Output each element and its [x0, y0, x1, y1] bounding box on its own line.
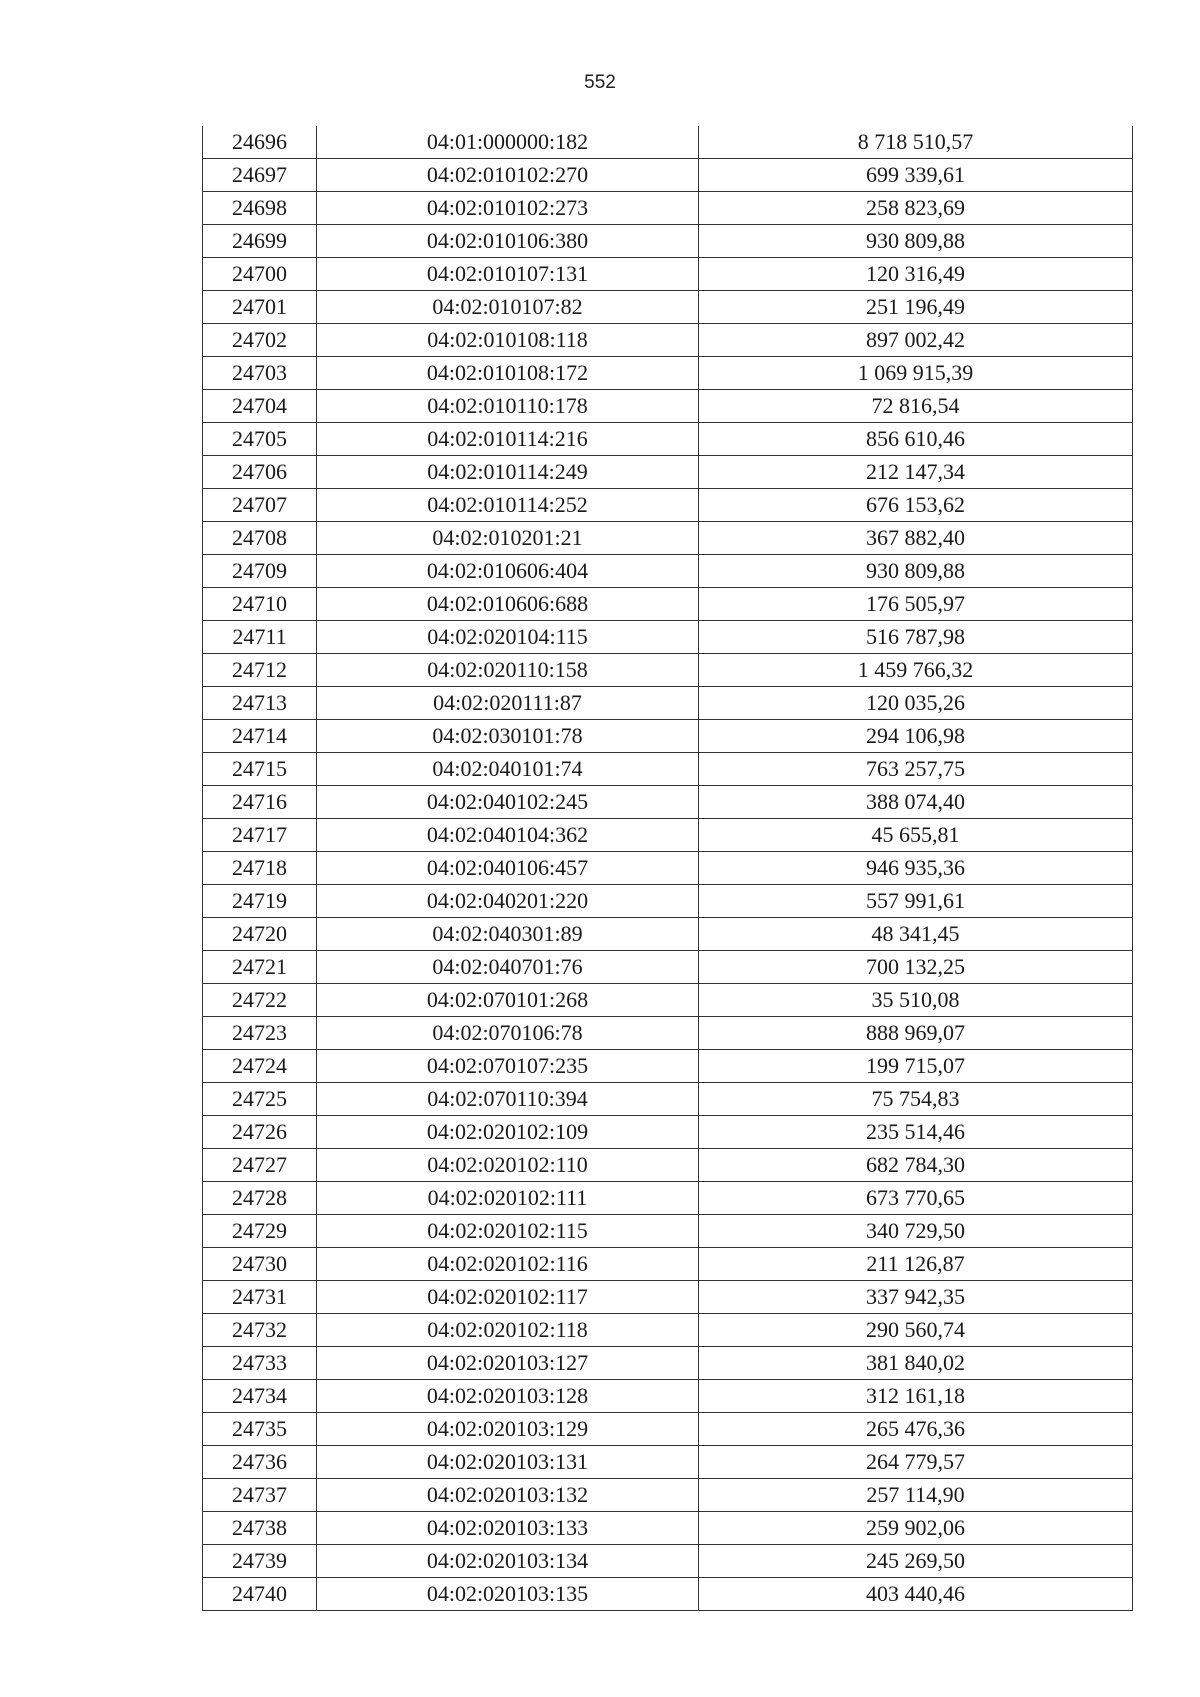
cadastral-number-cell: 04:02:040106:457 [317, 852, 699, 885]
cadastral-value-cell: 257 114,90 [699, 1479, 1133, 1512]
table-row [203, 588, 1133, 621]
row-number-cell: 24732 [203, 1314, 317, 1347]
table-row [203, 258, 1133, 291]
cadastral-number-cell: 04:02:010201:21 [317, 522, 699, 555]
cadastral-value-cell: 946 935,36 [699, 852, 1133, 885]
cadastral-value-cell: 367 882,40 [699, 522, 1133, 555]
row-number-cell: 24706 [203, 456, 317, 489]
table-row [203, 1578, 1133, 1611]
cadastral-value-cell: 763 257,75 [699, 753, 1133, 786]
cadastral-value-cell: 45 655,81 [699, 819, 1133, 852]
cadastral-value-cell: 258 823,69 [699, 192, 1133, 225]
cadastral-value-cell: 1 069 915,39 [699, 357, 1133, 390]
table-row [203, 291, 1133, 324]
cadastral-value-cell: 120 035,26 [699, 687, 1133, 720]
cadastral-number-cell: 04:02:020102:109 [317, 1116, 699, 1149]
row-number-cell: 24699 [203, 225, 317, 258]
cadastral-value-cell: 676 153,62 [699, 489, 1133, 522]
table-row [203, 456, 1133, 489]
row-number-cell: 24703 [203, 357, 317, 390]
cadastral-value-cell: 245 269,50 [699, 1545, 1133, 1578]
cadastral-number-cell: 04:02:020103:134 [317, 1545, 699, 1578]
cadastral-value-cell: 199 715,07 [699, 1050, 1133, 1083]
row-number-cell: 24729 [203, 1215, 317, 1248]
table-row [203, 984, 1133, 1017]
cadastral-number-cell: 04:02:020102:115 [317, 1215, 699, 1248]
cadastral-number-cell: 04:02:070106:78 [317, 1017, 699, 1050]
cadastral-value-cell: 212 147,34 [699, 456, 1133, 489]
table-row [203, 1380, 1133, 1413]
cadastral-number-cell: 04:02:040102:245 [317, 786, 699, 819]
row-number-cell: 24698 [203, 192, 317, 225]
row-number-cell: 24731 [203, 1281, 317, 1314]
table-row [203, 1314, 1133, 1347]
table-row [203, 390, 1133, 423]
cadastral-number-cell: 04:02:020104:115 [317, 621, 699, 654]
table-row [203, 192, 1133, 225]
row-number-cell: 24696 [203, 126, 317, 159]
row-number-cell: 24707 [203, 489, 317, 522]
row-number-cell: 24718 [203, 852, 317, 885]
cadastral-number-cell: 04:02:010108:172 [317, 357, 699, 390]
cadastral-number-cell: 04:02:020110:158 [317, 654, 699, 687]
row-number-cell: 24717 [203, 819, 317, 852]
cadastral-number-cell: 04:02:040101:74 [317, 753, 699, 786]
table-row [203, 720, 1133, 753]
cadastral-value-cell: 251 196,49 [699, 291, 1133, 324]
table-body [203, 126, 1133, 1611]
cadastral-number-cell: 04:02:040301:89 [317, 918, 699, 951]
row-number-cell: 24724 [203, 1050, 317, 1083]
cadastral-number-cell: 04:02:020103:129 [317, 1413, 699, 1446]
cadastral-value-cell: 337 942,35 [699, 1281, 1133, 1314]
cadastral-number-cell: 04:02:020111:87 [317, 687, 699, 720]
table-row [203, 951, 1133, 984]
cadastral-value-cell: 75 754,83 [699, 1083, 1133, 1116]
cadastral-number-cell: 04:02:020103:131 [317, 1446, 699, 1479]
cadastral-number-cell: 04:02:030101:78 [317, 720, 699, 753]
table-row [203, 1479, 1133, 1512]
row-number-cell: 24709 [203, 555, 317, 588]
cadastral-value-cell: 673 770,65 [699, 1182, 1133, 1215]
cadastral-value-cell: 8 718 510,57 [699, 126, 1133, 159]
cadastral-number-cell: 04:02:070110:394 [317, 1083, 699, 1116]
cadastral-value-cell: 897 002,42 [699, 324, 1133, 357]
table-row [203, 1116, 1133, 1149]
cadastral-number-cell: 04:02:010114:216 [317, 423, 699, 456]
row-number-cell: 24728 [203, 1182, 317, 1215]
table-row [203, 1215, 1133, 1248]
row-number-cell: 24738 [203, 1512, 317, 1545]
cadastral-number-cell: 04:02:010606:404 [317, 555, 699, 588]
cadastral-value-cell: 235 514,46 [699, 1116, 1133, 1149]
cadastral-value-cell: 72 816,54 [699, 390, 1133, 423]
row-number-cell: 24722 [203, 984, 317, 1017]
cadastral-number-cell: 04:02:020103:135 [317, 1578, 699, 1611]
table-row [203, 621, 1133, 654]
cadastral-number-cell: 04:01:000000:182 [317, 126, 699, 159]
table-row [203, 225, 1133, 258]
row-number-cell: 24714 [203, 720, 317, 753]
table-row [203, 819, 1133, 852]
cadastral-value-cell: 930 809,88 [699, 225, 1133, 258]
row-number-cell: 24705 [203, 423, 317, 456]
cadastral-value-cell: 699 339,61 [699, 159, 1133, 192]
row-number-cell: 24737 [203, 1479, 317, 1512]
row-number-cell: 24711 [203, 621, 317, 654]
row-number-cell: 24720 [203, 918, 317, 951]
cadastral-value-cell: 265 476,36 [699, 1413, 1133, 1446]
cadastral-number-cell: 04:02:070107:235 [317, 1050, 699, 1083]
row-number-cell: 24723 [203, 1017, 317, 1050]
row-number-cell: 24730 [203, 1248, 317, 1281]
cadastral-value-cell: 290 560,74 [699, 1314, 1133, 1347]
row-number-cell: 24719 [203, 885, 317, 918]
table-row [203, 1281, 1133, 1314]
table-row [203, 324, 1133, 357]
table-row [203, 489, 1133, 522]
row-number-cell: 24735 [203, 1413, 317, 1446]
cadastral-value-cell: 176 505,97 [699, 588, 1133, 621]
cadastral-number-cell: 04:02:020102:111 [317, 1182, 699, 1215]
cadastral-number-cell: 04:02:010106:380 [317, 225, 699, 258]
cadastral-value-cell: 35 510,08 [699, 984, 1133, 1017]
cadastral-number-cell: 04:02:010102:270 [317, 159, 699, 192]
table-row [203, 1017, 1133, 1050]
table-row [203, 1050, 1133, 1083]
cadastral-number-cell: 04:02:040201:220 [317, 885, 699, 918]
cadastral-value-cell: 264 779,57 [699, 1446, 1133, 1479]
row-number-cell: 24701 [203, 291, 317, 324]
page-number: 552 [584, 72, 616, 93]
row-number-cell: 24715 [203, 753, 317, 786]
cadastral-number-cell: 04:02:070101:268 [317, 984, 699, 1017]
table-row [203, 654, 1133, 687]
row-number-cell: 24716 [203, 786, 317, 819]
cadastral-number-cell: 04:02:010114:252 [317, 489, 699, 522]
table-row [203, 555, 1133, 588]
row-number-cell: 24740 [203, 1578, 317, 1611]
cadastral-value-cell: 381 840,02 [699, 1347, 1133, 1380]
table-row [203, 1149, 1133, 1182]
cadastral-number-cell: 04:02:010108:118 [317, 324, 699, 357]
cadastral-value-cell: 516 787,98 [699, 621, 1133, 654]
cadastral-number-cell: 04:02:040104:362 [317, 819, 699, 852]
table-row [203, 786, 1133, 819]
cadastral-number-cell: 04:02:010114:249 [317, 456, 699, 489]
table-row [203, 423, 1133, 456]
cadastral-number-cell: 04:02:010107:131 [317, 258, 699, 291]
cadastral-number-cell: 04:02:040701:76 [317, 951, 699, 984]
row-number-cell: 24704 [203, 390, 317, 423]
table-row [203, 357, 1133, 390]
cadastral-number-cell: 04:02:020103:133 [317, 1512, 699, 1545]
table-row [203, 159, 1133, 192]
row-number-cell: 24721 [203, 951, 317, 984]
row-number-cell: 24726 [203, 1116, 317, 1149]
cadastral-value-cell: 340 729,50 [699, 1215, 1133, 1248]
table-row [203, 918, 1133, 951]
cadastral-value-cell: 120 316,49 [699, 258, 1133, 291]
cadastral-number-cell: 04:02:020102:117 [317, 1281, 699, 1314]
cadastral-value-cell: 700 132,25 [699, 951, 1133, 984]
table-row [203, 687, 1133, 720]
cadastral-number-cell: 04:02:020102:116 [317, 1248, 699, 1281]
table-row [203, 522, 1133, 555]
cadastral-number-cell: 04:02:020103:132 [317, 1479, 699, 1512]
cadastral-number-cell: 04:02:010110:178 [317, 390, 699, 423]
row-number-cell: 24736 [203, 1446, 317, 1479]
cadastral-value-table [202, 126, 1133, 1611]
table-row [203, 753, 1133, 786]
cadastral-value-cell: 403 440,46 [699, 1578, 1133, 1611]
table-row [203, 1545, 1133, 1578]
row-number-cell: 24733 [203, 1347, 317, 1380]
row-number-cell: 24697 [203, 159, 317, 192]
row-number-cell: 24700 [203, 258, 317, 291]
row-number-cell: 24708 [203, 522, 317, 555]
table-row [203, 1083, 1133, 1116]
table-row [203, 1413, 1133, 1446]
table-row [203, 1446, 1133, 1479]
table-row [203, 885, 1133, 918]
cadastral-value-cell: 259 902,06 [699, 1512, 1133, 1545]
cadastral-value-cell: 312 161,18 [699, 1380, 1133, 1413]
cadastral-number-cell: 04:02:020103:127 [317, 1347, 699, 1380]
row-number-cell: 24713 [203, 687, 317, 720]
table-row [203, 126, 1133, 159]
row-number-cell: 24739 [203, 1545, 317, 1578]
cadastral-value-cell: 48 341,45 [699, 918, 1133, 951]
cadastral-value-cell: 211 126,87 [699, 1248, 1133, 1281]
cadastral-value-cell: 888 969,07 [699, 1017, 1133, 1050]
row-number-cell: 24710 [203, 588, 317, 621]
table-row [203, 1347, 1133, 1380]
cadastral-value-cell: 557 991,61 [699, 885, 1133, 918]
cadastral-number-cell: 04:02:020103:128 [317, 1380, 699, 1413]
cadastral-value-cell: 1 459 766,32 [699, 654, 1133, 687]
cadastral-number-cell: 04:02:010102:273 [317, 192, 699, 225]
cadastral-number-cell: 04:02:010107:82 [317, 291, 699, 324]
row-number-cell: 24725 [203, 1083, 317, 1116]
row-number-cell: 24727 [203, 1149, 317, 1182]
cadastral-value-cell: 682 784,30 [699, 1149, 1133, 1182]
cadastral-number-cell: 04:02:010606:688 [317, 588, 699, 621]
table-row [203, 1182, 1133, 1215]
cadastral-value-cell: 388 074,40 [699, 786, 1133, 819]
cadastral-value-cell: 856 610,46 [699, 423, 1133, 456]
row-number-cell: 24712 [203, 654, 317, 687]
row-number-cell: 24734 [203, 1380, 317, 1413]
cadastral-number-cell: 04:02:020102:110 [317, 1149, 699, 1182]
table-row [203, 1512, 1133, 1545]
row-number-cell: 24702 [203, 324, 317, 357]
cadastral-value-cell: 294 106,98 [699, 720, 1133, 753]
table-row [203, 1248, 1133, 1281]
cadastral-value-cell: 930 809,88 [699, 555, 1133, 588]
table-row [203, 852, 1133, 885]
cadastral-number-cell: 04:02:020102:118 [317, 1314, 699, 1347]
